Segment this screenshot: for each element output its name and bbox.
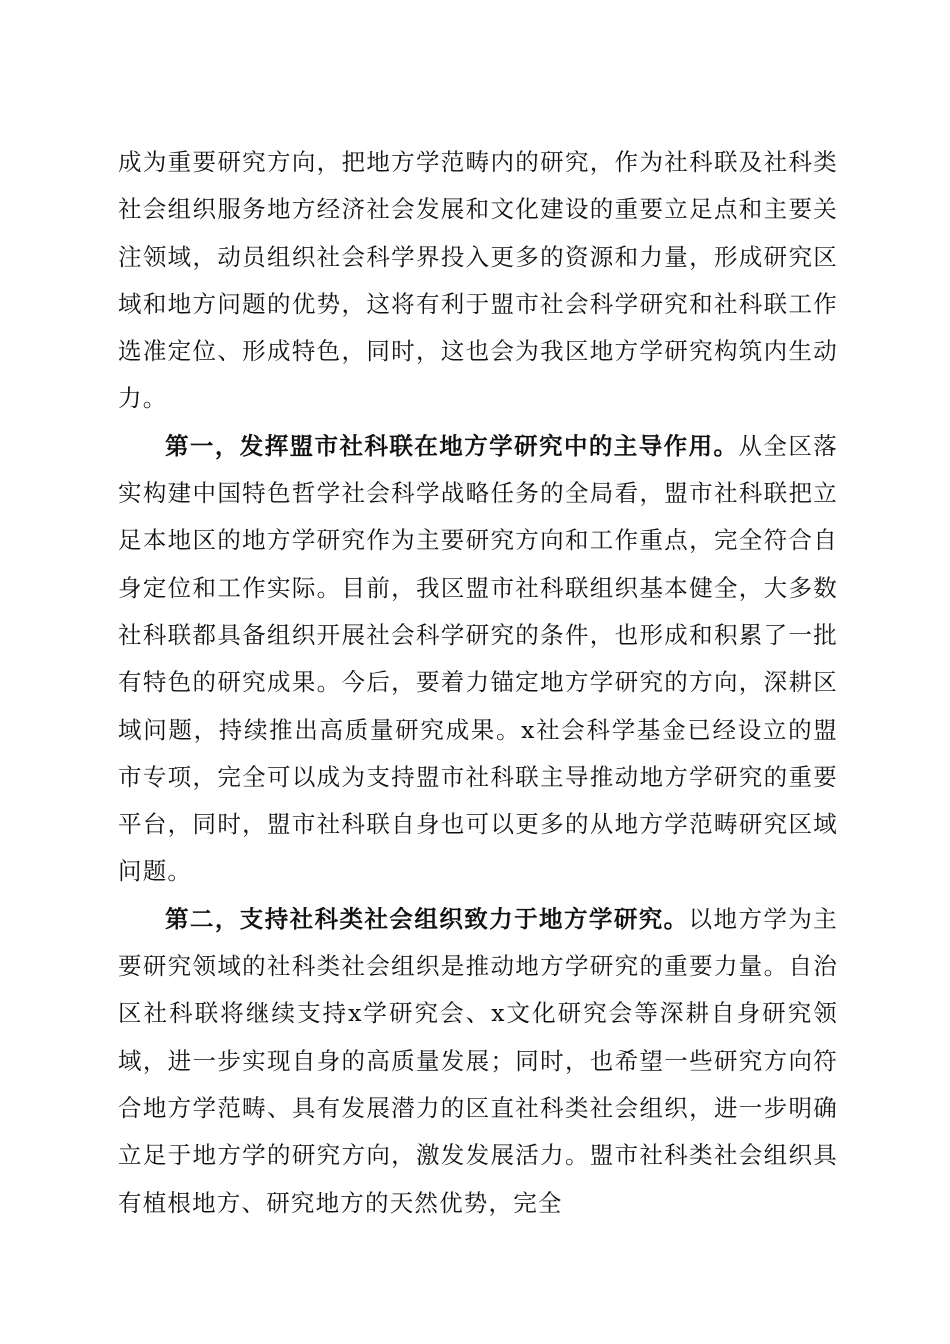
paragraph-text: 以地方学为主要研究领域的社科类社会组织是推动地方学研究的重要力量。自治区社科联将继续支持x学研究会、x文化研究会等深耕自身研究领域，进一步实现自身的高质量发展；同时，也希望一些研究方向符合地方学范畴、具有发展潜力的区直社科类社会组织，进一步明确立足于地方学的研究方向，激发发展活力。盟市社科类社会组织具有植根地方、研究地方的天然优势，完全 (118, 904, 838, 1217)
paragraph-lead: 第一，发挥盟市社科联在地方学研究中的主导作用。 (165, 431, 739, 460)
paragraph-text: 从全区落实构建中国特色哲学社会科学战略任务的全局看，盟市社科联把立足本地区的地方学研究作为主要研究方向和工作重点，完全符合自身定位和工作实际。目前，我区盟市社科联组织基本健全，大多数社科联都具备组织开展社会科学研究的条件，也形成和积累了一批有特色的研究成果。今后，要着力锚定地方学研究的方向，深耕区域问题，持续推出高质量研究成果。x社会科学基金已经设立的盟市专项，完全可以成为支持盟市社科联主导推动地方学研究的重要平台，同时，盟市社科联自身也可以更多的从地方学范畴研究区域问题。 (118, 431, 838, 886)
paragraph-lead: 第二，支持社科类社会组织致力于地方学研究。 (165, 904, 689, 933)
paragraph-text: 成为重要研究方向，把地方学范畴内的研究，作为社科联及社科类社会组织服务地方经济社会发展和文化建设的重要立足点和主要关注领域，动员组织社会科学界投入更多的资源和力量，形成研究区域和地方问题的优势，这将有利于盟市社会科学研究和社科联工作选准定位、形成特色，同时，这也会为我区地方学研究构筑内生动力。 (118, 148, 838, 413)
paragraph-continued (118, 139, 838, 423)
paragraph-first-point (118, 423, 838, 896)
paragraph-second-point (118, 896, 838, 1227)
document-body (118, 139, 838, 1227)
